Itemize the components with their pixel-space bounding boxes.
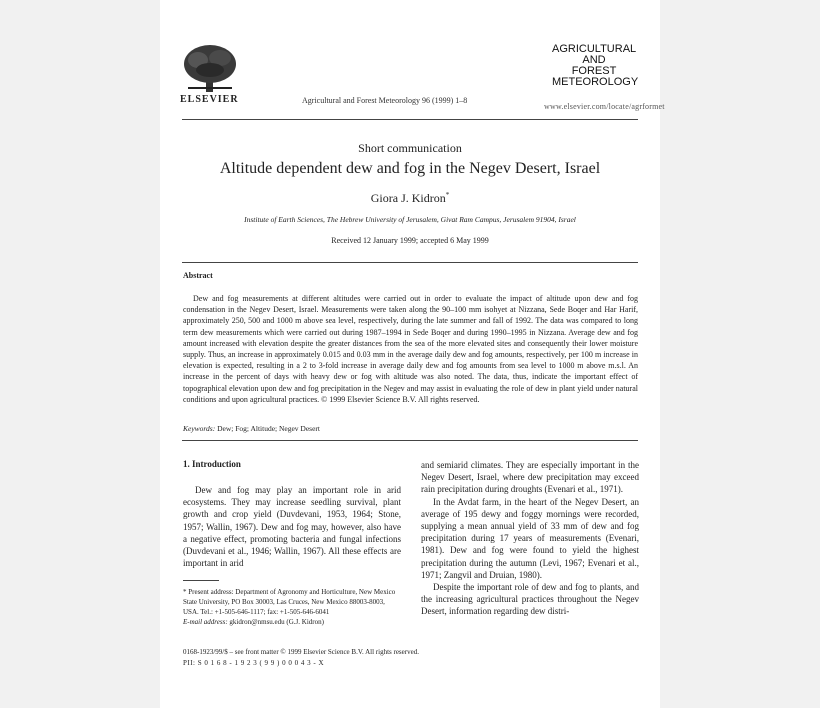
paragraph: In the Avdat farm, in the heart of the Negev Desert, an average of 195 dewy and foggy mornings were recorded, supplying a mean annual yield of 33 mm of dew and fog precipitation during 17 years of measurements (Evenari, 1981). Dew and fog were found to yield the highest precipitation during the autumn (Levi, 1967; Evenari et al., 1971; Zangvil and Druian, 1980). [421, 496, 639, 580]
journal-name-logo [552, 43, 639, 88]
received-dates: Received 12 January 1999; accepted 6 May 1999 [331, 236, 489, 245]
affiliation: Institute of Earth Sciences, The Hebrew University of Jerusalem, Givat Ram Campus, Jerusalem 91904, Israel [244, 215, 576, 224]
footnote-rule [183, 580, 219, 581]
copyright-line: 0168-1923/99/$ – see front matter © 1999 Elsevier Science B.V. All rights reserved. [183, 648, 419, 656]
author-name: Giora J. Kidron [370, 191, 446, 205]
paragraph: Dew and fog may play an important role in arid ecosystems. They may increase seedling survival, plant growth and crop yield (Duvdevani, 1953, 1964; Stone, 1957; Wallin, 1967). Dew and fog may, however, also have a negative effect, promoting bacteria and fungal infections (Duvdevani et al., 1946; Wallin, 1967). All these effects are important in arid [183, 485, 401, 569]
keywords-list: Dew; Fog; Altitude; Negev Desert [217, 424, 321, 433]
email-label: E-mail address: [183, 618, 228, 626]
footnote-email [183, 617, 401, 627]
journal-url: www.elsevier.com/locate/agrformet [544, 102, 665, 111]
section-heading: 1. Introduction [183, 459, 241, 469]
article-title: Altitude dependent dew and fog in the Negev Desert, Israel [219, 160, 601, 177]
right-column [421, 459, 639, 618]
footnote [183, 587, 401, 627]
keywords [183, 424, 320, 433]
email-address[interactable]: gkidron@nmsu.edu (G.J. Kidron) [229, 618, 324, 626]
abstract-heading: Abstract [183, 271, 213, 280]
journal-reference: Agricultural and Forest Meteorology 96 (1999) 1–8 [302, 96, 468, 105]
journal-name-line: AND [582, 54, 606, 66]
paragraph: and semiarid climates. They are especially important in the Negev Desert, Israel, where dew precipitation may exceed rain precipitation during droughts (Evenari et al., 1971). [421, 460, 639, 495]
journal-name-line: METEOROLOGY [552, 76, 639, 88]
journal-name-line: AGRICULTURAL [552, 43, 637, 55]
divider [182, 119, 638, 120]
article-type: Short communication [358, 141, 462, 155]
author-footnote-mark: * [445, 191, 450, 199]
left-column [183, 484, 401, 569]
divider [182, 440, 638, 441]
paragraph: Despite the important role of dew and fog to plants, and the increasing agricultural practices throughout the Negev Desert, information regarding dew distri- [421, 582, 639, 617]
pii-line: PII: S 0 1 6 8 - 1 9 2 3 ( 9 9 ) 0 0 0 4 3 - X [183, 659, 325, 667]
keywords-label: Keywords: [183, 424, 216, 433]
divider [182, 262, 638, 263]
footnote-address: * Present address: Department of Agronomy and Horticulture, New Mexico State University, PO Box 30003, Las Cruces, New Mexico 88003-8003, USA. Tel.: +1-505-646-1117; fax: +1-505-646-6041 [183, 588, 396, 616]
author-line [182, 191, 638, 206]
journal-name-line: FOREST [571, 65, 617, 77]
publisher-name: ELSEVIER [180, 94, 239, 105]
abstract-text: Dew and fog measurements at different altitudes were carried out in order to evaluate the impact of altitude upon dew and fog condensation in the Negev Desert, Israel. Measurements were taken along the 90–100 mm isohyet at Nizzana, Sede Boqer and Har Harif, approximately 250, 500 and 1000 m above sea level, respectively, during the late summer and fall of 1992. The data was compared to long term dew measurements which were carried out during 1987–1994 in Sede Boqer and during 1990–1995 in Nizzana. Average dew and fog amount increased with elevation despite the greater distances from the sea of the more elevated sites and consequently their lower moisture supply. Thus, an increase in approximately 0.015 and 0.03 mm in the average daily dew and fog amounts, respectively, per 100 m increase in elevation is expected, resulting in a 2 to 3-fold increase in average daily dew and fog amounts from sea level to 1000 m above m.s.l. An increase in the percent of days with heavy dew or fog with altitude was also noted. The data, thus, indicate the important effect of topographical elevation upon dew and fog precipitation in the Negev and may assist in evaluating the role of dew in plant yield under natural conditions and upon agricultural practices. © 1999 Elsevier Science B.V. All rights reserved. [183, 294, 638, 404]
